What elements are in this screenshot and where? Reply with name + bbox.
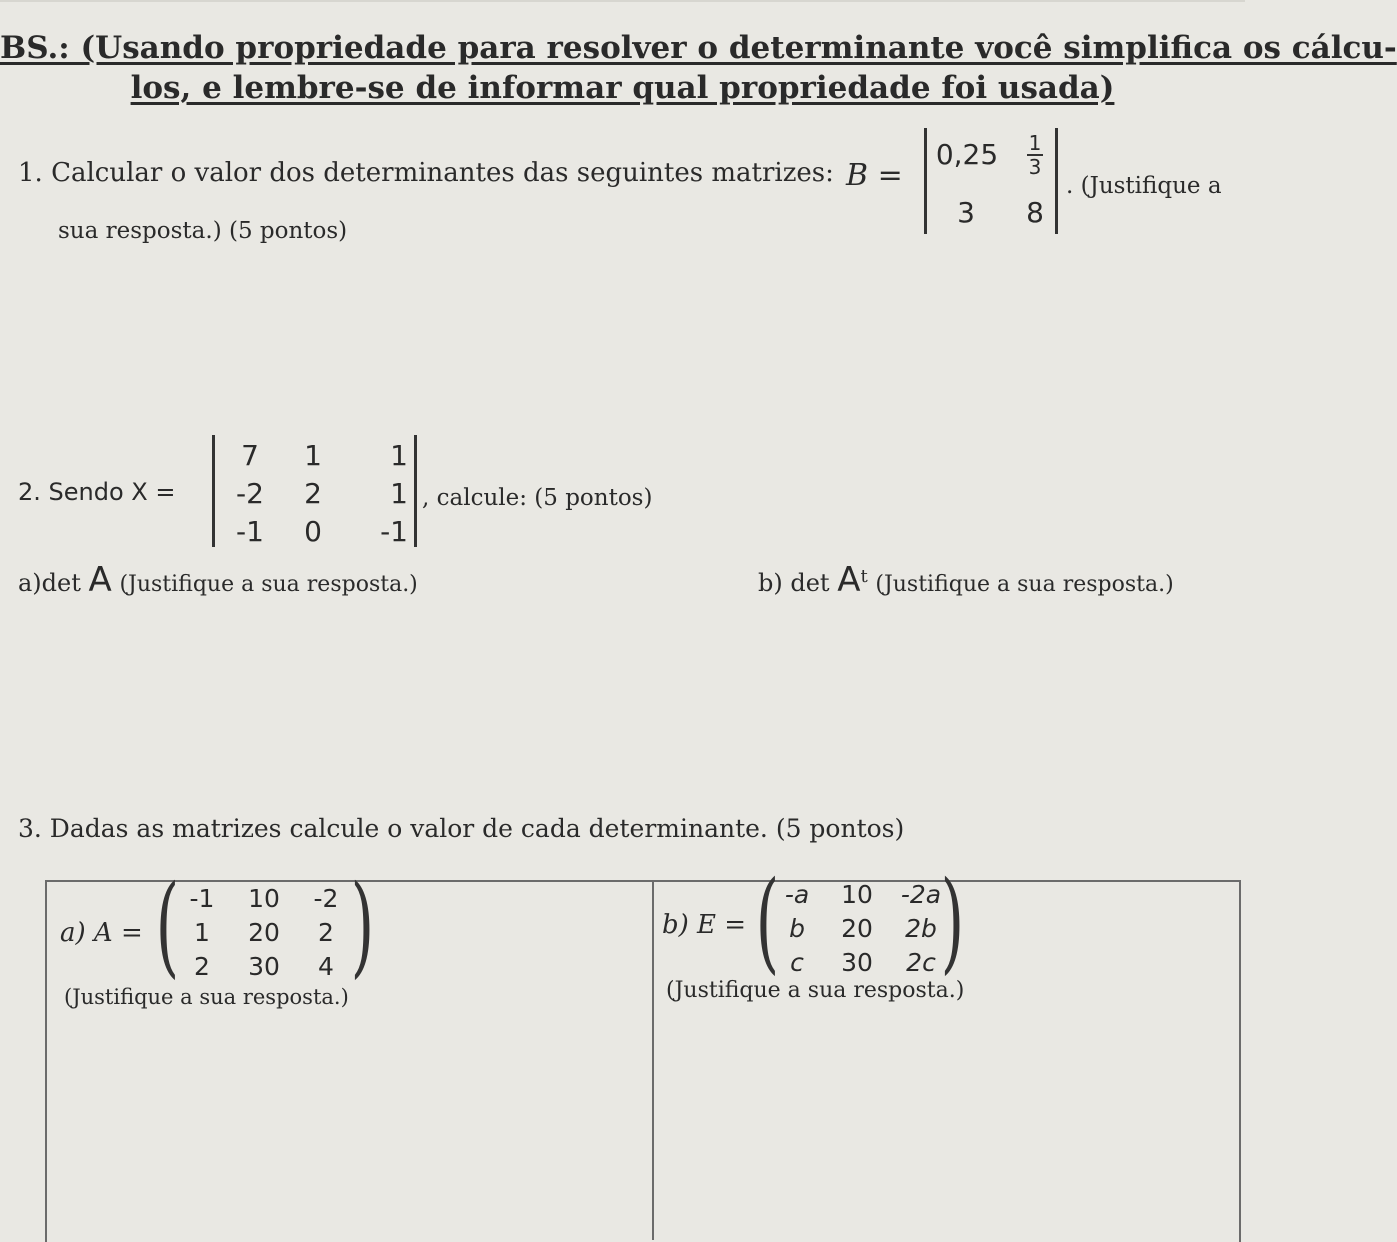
q3-b-note: (Justifique a sua resposta.) bbox=[666, 978, 965, 1003]
b-cell-22: 8 bbox=[1026, 196, 1044, 229]
q2-a-var: A bbox=[88, 560, 112, 600]
x-cell-12: 1 bbox=[304, 439, 322, 472]
a-cell-23: 2 bbox=[318, 918, 334, 947]
q2-b-sup: t bbox=[860, 566, 868, 587]
q1-matrix-label: B = bbox=[846, 158, 903, 193]
q2-determinant-x bbox=[212, 435, 417, 547]
a-cell-22: 20 bbox=[248, 918, 280, 947]
left-paren: ( bbox=[755, 857, 780, 985]
a-cell-11: -1 bbox=[189, 884, 215, 913]
q2-suffix: , calcule: (5 pontos) bbox=[422, 485, 653, 511]
q2-a-text: (Justifique a sua resposta.) bbox=[119, 572, 418, 597]
a-cell-32: 30 bbox=[248, 952, 280, 981]
det-bar-left bbox=[212, 435, 215, 547]
header-line-2: los, e lembre-se de informar qual propriedade foi usada) bbox=[130, 70, 1115, 106]
x-cell-11: 7 bbox=[241, 439, 259, 472]
x-cell-33: -1 bbox=[380, 515, 408, 548]
b-cell-21: 3 bbox=[957, 196, 975, 229]
x-cell-23: 1 bbox=[390, 477, 408, 510]
q2-b-text: (Justifique a sua resposta.) bbox=[875, 572, 1174, 597]
e-cell-31: c bbox=[790, 948, 804, 977]
det-bar-right bbox=[1055, 128, 1058, 234]
a-cell-31: 2 bbox=[194, 952, 210, 981]
b-cell-11: 0,25 bbox=[935, 138, 999, 171]
right-paren: ) bbox=[940, 857, 965, 985]
e-cell-33: 2c bbox=[906, 948, 936, 977]
q1-statement: 1. Calcular o valor dos determinantes das seguintes matrizes: bbox=[18, 158, 834, 188]
observation-header bbox=[0, 28, 1397, 108]
a-cell-33: 4 bbox=[318, 952, 334, 981]
e-cell-23: 2b bbox=[905, 914, 937, 943]
x-cell-22: 2 bbox=[304, 477, 322, 510]
q3-b-label: b) E = bbox=[662, 910, 747, 940]
q2-item-a bbox=[18, 560, 418, 600]
a-cell-12: 10 bbox=[248, 884, 280, 913]
e-cell-12: 10 bbox=[841, 880, 873, 909]
x-cell-21: -2 bbox=[236, 477, 264, 510]
x-cell-31: -1 bbox=[236, 515, 264, 548]
q3-a-label: a) A = bbox=[60, 918, 143, 948]
det-bar-right bbox=[414, 435, 417, 547]
left-paren: ( bbox=[155, 861, 180, 989]
q2-item-b bbox=[758, 560, 1174, 600]
e-cell-13: -2a bbox=[900, 880, 942, 909]
q2-prefix: 2. Sendo X = bbox=[18, 478, 176, 506]
a-cell-13: -2 bbox=[313, 884, 339, 913]
q1-determinant-b bbox=[924, 128, 1058, 234]
header-line-1: BS.: (Usando propriedade para resolver o determinante você simplifica os cálcu- bbox=[0, 30, 1397, 66]
e-cell-32: 30 bbox=[841, 948, 873, 977]
fraction-denominator: 3 bbox=[1028, 155, 1042, 179]
page-top-edge bbox=[0, 0, 1245, 2]
fraction-numerator: 1 bbox=[1028, 131, 1042, 155]
x-cell-32: 0 bbox=[304, 515, 322, 548]
det-bar-left bbox=[924, 128, 927, 234]
q2-b-prefix: b) det bbox=[758, 569, 830, 597]
e-cell-21: b bbox=[789, 914, 805, 943]
q3-matrix-e bbox=[755, 857, 965, 985]
q1-justify-text: . (Justifique a bbox=[1066, 173, 1222, 199]
q1-line-2: sua resposta.) (5 pontos) bbox=[58, 218, 348, 244]
e-cell-11: -a bbox=[784, 880, 810, 909]
x-cell-13: 1 bbox=[390, 439, 408, 472]
q3-statement: 3. Dadas as matrizes calcule o valor de cada determinante. (5 pontos) bbox=[18, 814, 905, 843]
a-cell-21: 1 bbox=[194, 918, 210, 947]
q2-b-var: A bbox=[837, 560, 861, 600]
answer-table-divider bbox=[652, 880, 654, 1240]
q3-matrix-a bbox=[155, 861, 375, 989]
q2-a-prefix: a)det bbox=[18, 569, 81, 597]
b-cell-12 bbox=[1020, 132, 1050, 181]
q3-a-note: (Justifique a sua resposta.) bbox=[64, 985, 349, 1009]
e-cell-22: 20 bbox=[841, 914, 873, 943]
right-paren: ) bbox=[350, 861, 375, 989]
